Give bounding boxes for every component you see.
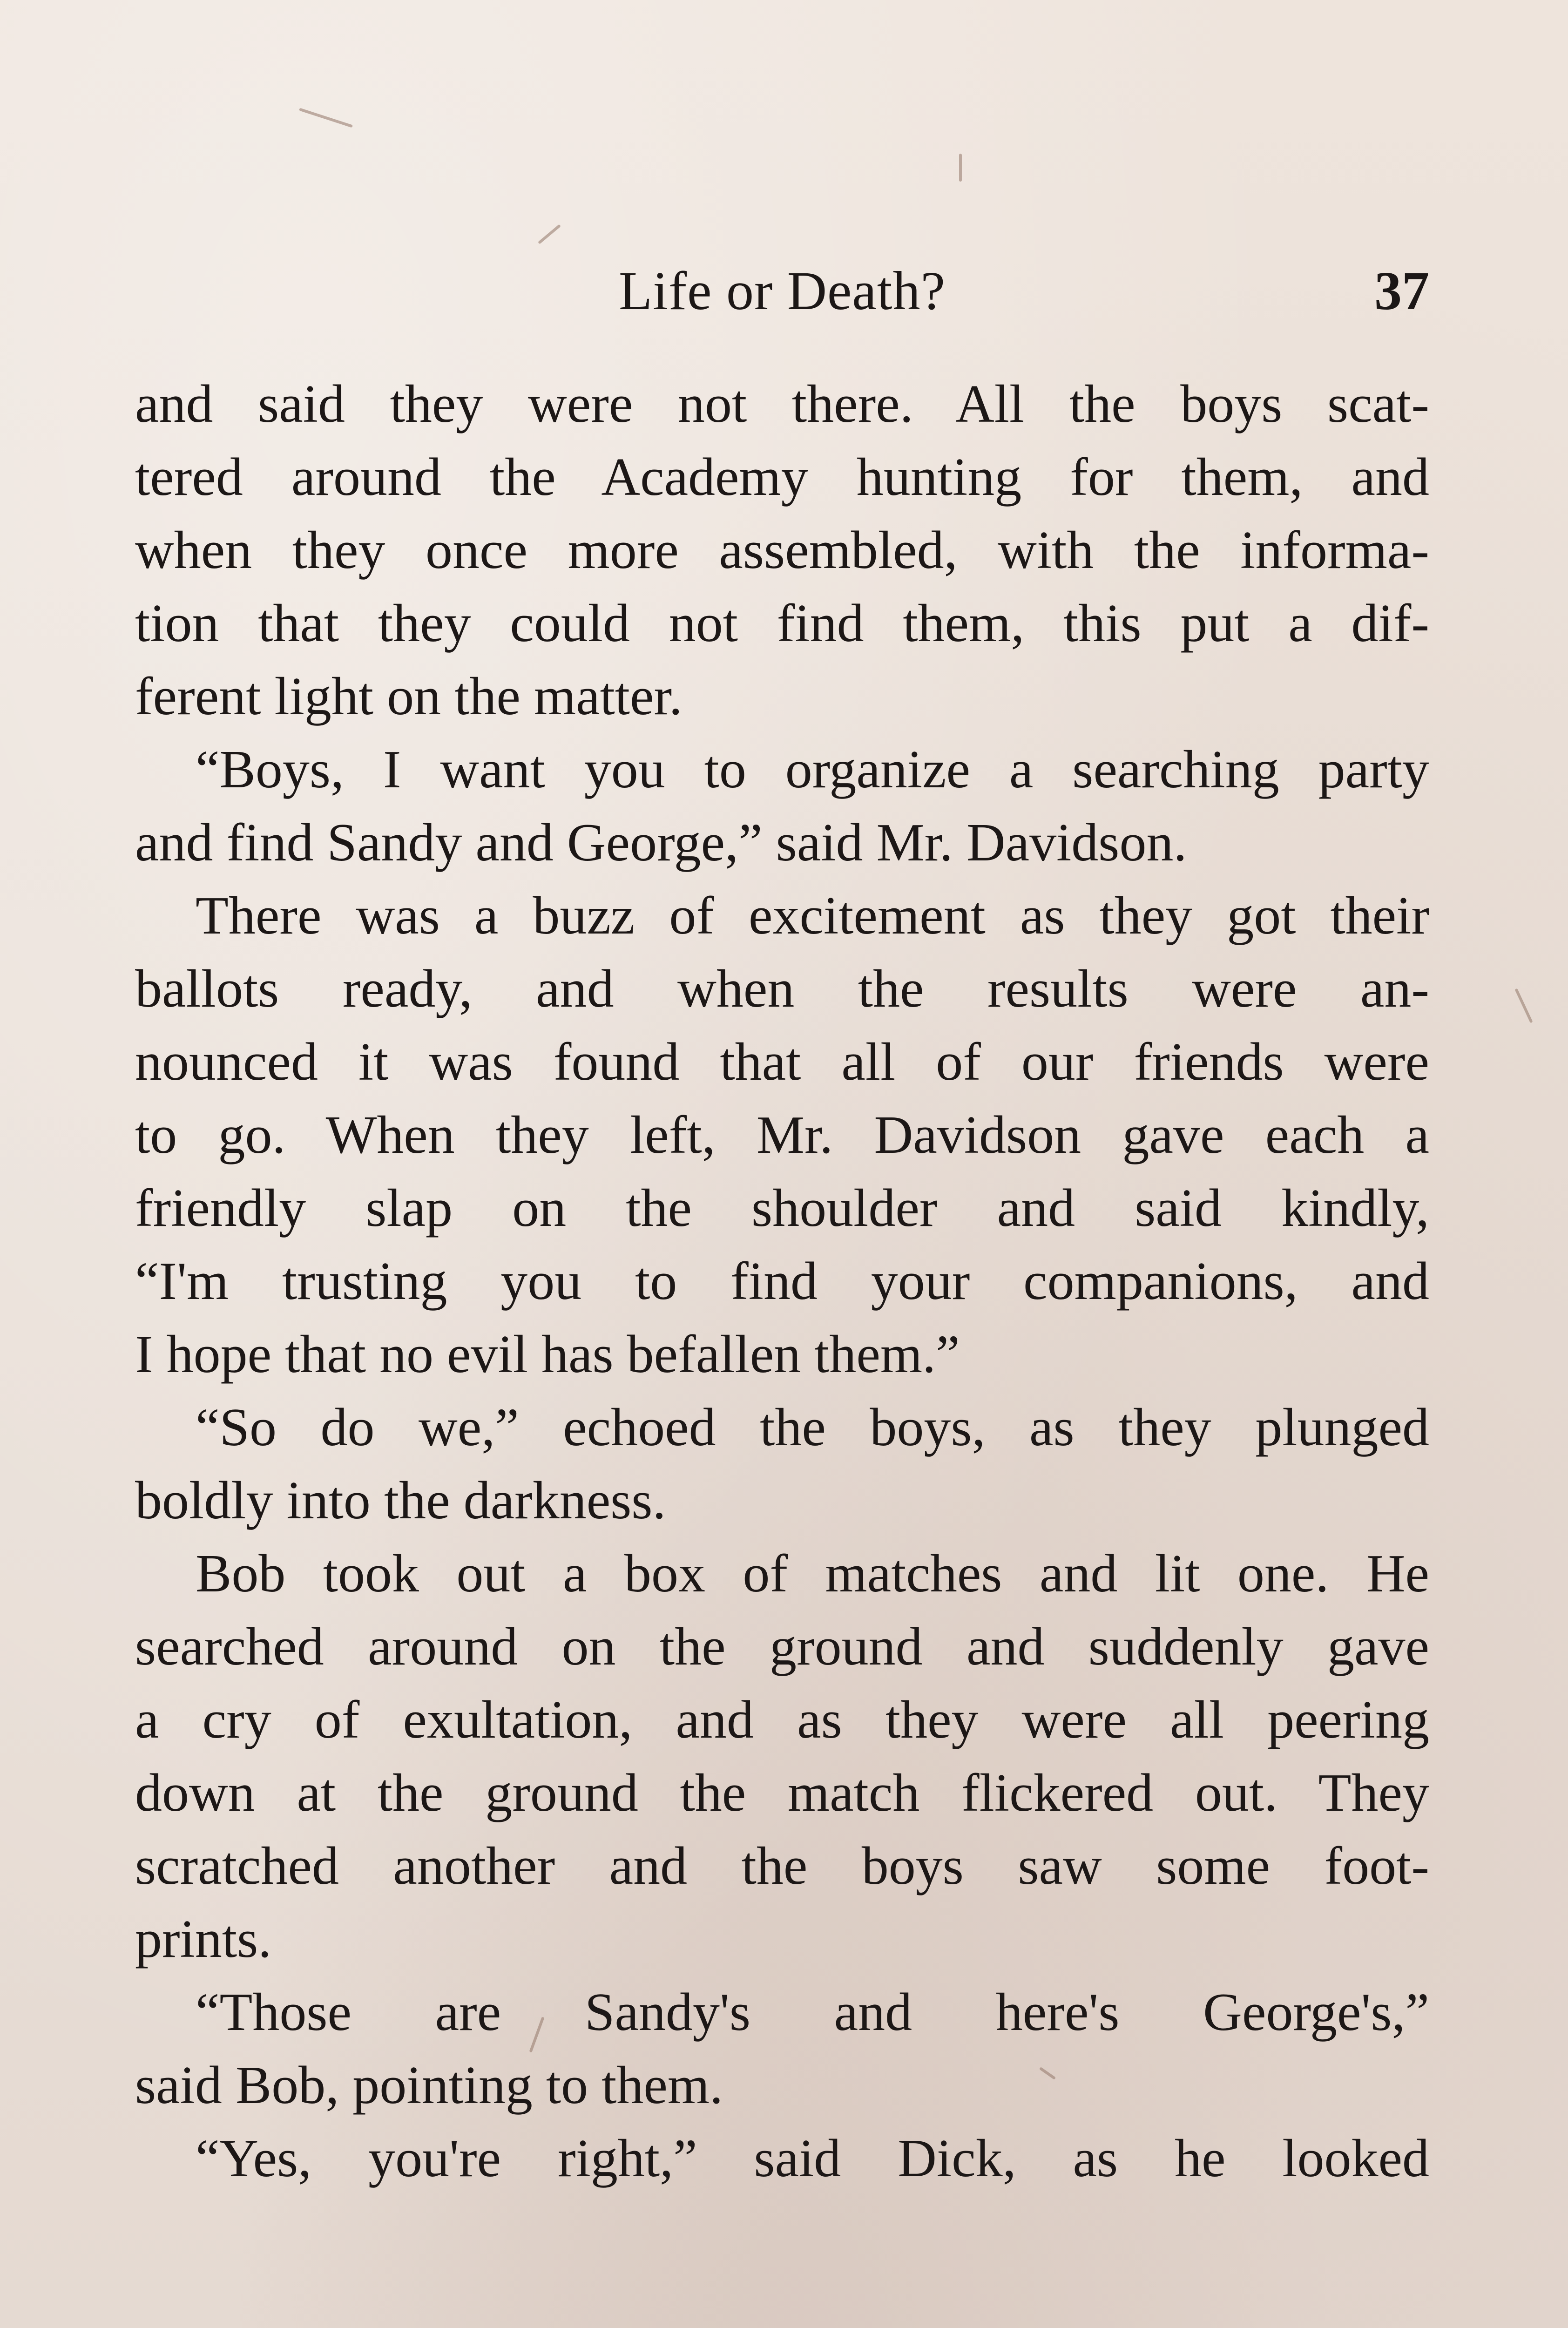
text-line: “Yes, you're right,” said Dick, as he looked [196,2129,1429,2188]
text-line: said Bob, pointing to them. [135,2056,723,2115]
text-line: “Boys, I want you to organize a searching party [196,740,1429,799]
paper-speck [1514,988,1533,1023]
text-line: boldly into the darkness. [135,1471,666,1530]
text-line: and said they were not there. All the boys scat- [135,374,1429,434]
text-line: I hope that no evil has befallen them.” [135,1325,960,1384]
text-line: “Those are Sandy's and here's George's,” [196,1983,1429,2042]
text-line: when they once more assembled, with the informa- [135,521,1429,580]
text-line: searched around on the ground and suddenly gave [135,1617,1429,1677]
text-line: and find Sandy and George,” said Mr. Davidson. [135,813,1187,873]
paper-speck [959,154,962,182]
text-line: tion that they could not find them, this put a dif- [135,594,1429,653]
text-line: nounced it was found that all of our friends were [135,1032,1429,1092]
text-line: “I'm trusting you to find your companions, and [135,1252,1429,1311]
text-line: a cry of exultation, and as they were all peering [135,1690,1429,1750]
text-line: ferent light on the matter. [135,667,683,726]
text-line: tered around the Academy hunting for them, and [135,447,1429,507]
text-line: to go. When they left, Mr. Davidson gave each a [135,1105,1429,1165]
text-line: scratched another and the boys saw some foot- [135,1836,1429,1896]
page-number: 37 [1374,260,1429,321]
text-line: “So do we,” echoed the boys, as they plunged [196,1398,1429,1457]
text-line: ballots ready, and when the results were an- [135,959,1429,1019]
paper-speck [299,108,353,128]
text-line: Bob took out a box of matches and lit one. He [196,1544,1429,1604]
running-header [135,254,1429,328]
body-text [135,368,1429,2195]
text-line: friendly slap on the shoulder and said kindly, [135,1178,1429,1238]
running-title: Life or Death? [619,260,946,321]
text-line: There was a buzz of excitement as they got their [196,886,1429,946]
text-line: prints. [135,1909,272,1969]
text-line: down at the ground the match flickered out. They [135,1763,1429,1823]
paper-speck [538,224,561,244]
